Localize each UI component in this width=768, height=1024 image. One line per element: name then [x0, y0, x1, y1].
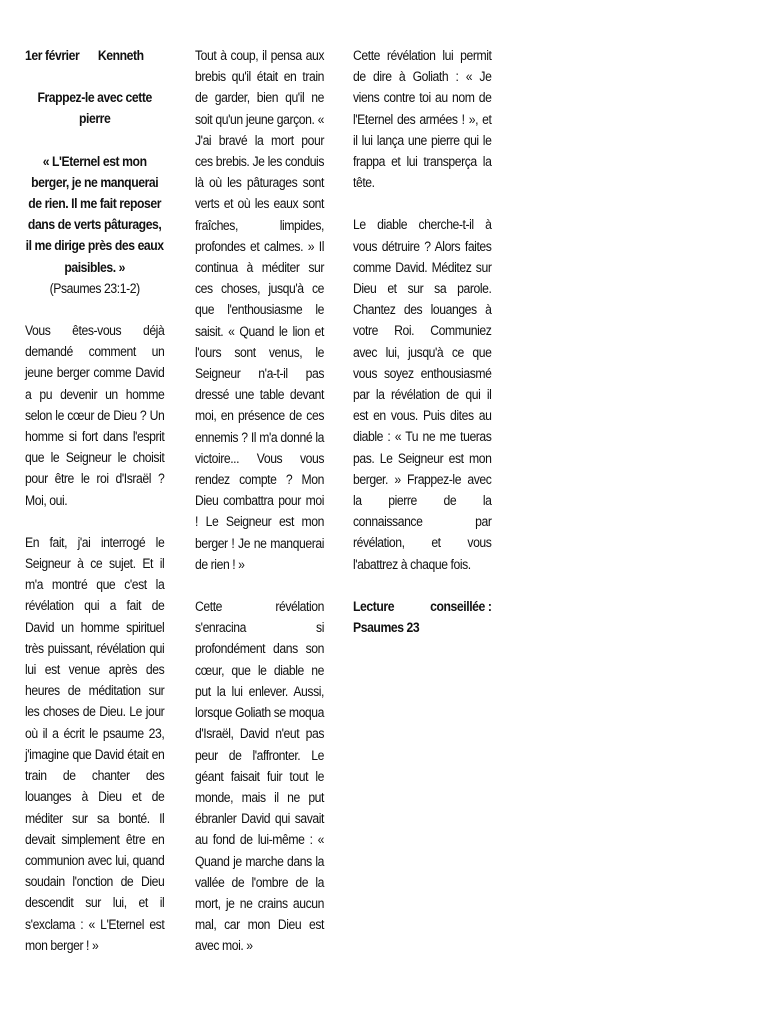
column-2: [195, 46, 324, 979]
key-verse: « L'Eternel est mon berger, je ne manquerai de rien. Il me fait reposer dans de verts pâturages, il me dirige près des eaux paisibles. »: [25, 153, 164, 276]
paragraph: Cette révélation lui permit de dire à Goliath : « Je viens contre toi au nom de l'Eternel des armées ! », et il lui lança une pierre qui le frappa et lui transperça la tête.: [353, 48, 492, 192]
paragraph: Vous êtes-vous déjà demandé comment un jeune berger comme David a pu devenir un homme selon le cœur de Dieu ? Un homme si fort dans l'esprit que le Seigneur le choisit pour être le roi d'Israël ? Moi, oui.: [25, 323, 165, 509]
paragraph: Le diable cherche-t-il à vous détruire ? Alors faites comme David. Méditez sur Dieu et sur sa parole. Chantez des louanges à votre Roi. Communiez avec lui, jusqu'à ce que vous soyez enthousiasmé par la révélation de qui il est en vous. Puis dites au diable : « Tu ne me tueras pas. Le Seigneur est mon berger. » Frappez-le avec la pierre de la connaissance par révélation, et vous l'abattrez à chaque fois.: [353, 217, 492, 573]
author-name: Kenneth: [97, 48, 144, 64]
header-line: [25, 46, 164, 67]
column-1: [25, 46, 164, 978]
date-label: 1er février: [25, 48, 80, 64]
paragraph: En fait, j'ai interrogé le Seigneur à ce sujet. Et il m'a montré que c'est la révélation qui a fait de David un homme spirituel très puissant, révélation qui lui est venue après des heures de méditation sur les choses de Dieu. Le jour où il a écrit le psaume 23, j'imagine que David était en train de chanter des louanges à Dieu et de méditer sur sa bonté. Il devait simplement être en communion avec lui, quand soudain l'onction de Dieu descendit sur lui, et il s'exclama : « L'Eternel est mon berger ! »: [25, 534, 165, 954]
suggested-reading: [353, 597, 491, 639]
reading-label-word1: Lecture: [353, 598, 395, 615]
paragraph: Tout à coup, il pensa aux brebis qu'il était en train de garder, bien qu'il ne soit qu'un jeune garçon. « J'ai bravé la mort pour ces brebis. Je les conduis là où les pâturages sont verts et où les eaux sont fraîches, limpides, profondes et calmes. » Il continua à méditer sur ces choses, jusqu'à ce que l'enthousiasme le saisit. « Quand le lion et l'ours sont venus, le Seigneur n'a-t-il pas dressé une table devant moi, en présence de ces ennemis ? Il m'a donné la victoire... Vous vous rendez compte ? Mon Dieu combattra pour moi ! Le Seigneur est mon berger ! Je ne manquerai de rien ! »: [195, 48, 324, 573]
devotional-title: Frappez-le avec cette pierre: [37, 90, 152, 128]
paragraph: Cette révélation s'enracina si profondément dans son cœur, que le diable ne put la lui enlever. Aussi, lorsque Goliath se moqua d'Israël, David n'eut pas peur de l'affronter. Le géant faisait fuir tout le monde, mais il ne put ébranler David qui savait au fond de lui-même : « Quand je marche dans la vallée de l'ombre de la mort, je ne crains aucun mal, car mon Dieu est avec moi. »: [195, 599, 324, 955]
column-3: [353, 46, 491, 639]
reading-label-word2: conseillée :: [430, 598, 492, 615]
reading-passage: Psaumes 23: [353, 620, 420, 637]
verse-reference: (Psaumes 23:1-2): [49, 280, 140, 297]
